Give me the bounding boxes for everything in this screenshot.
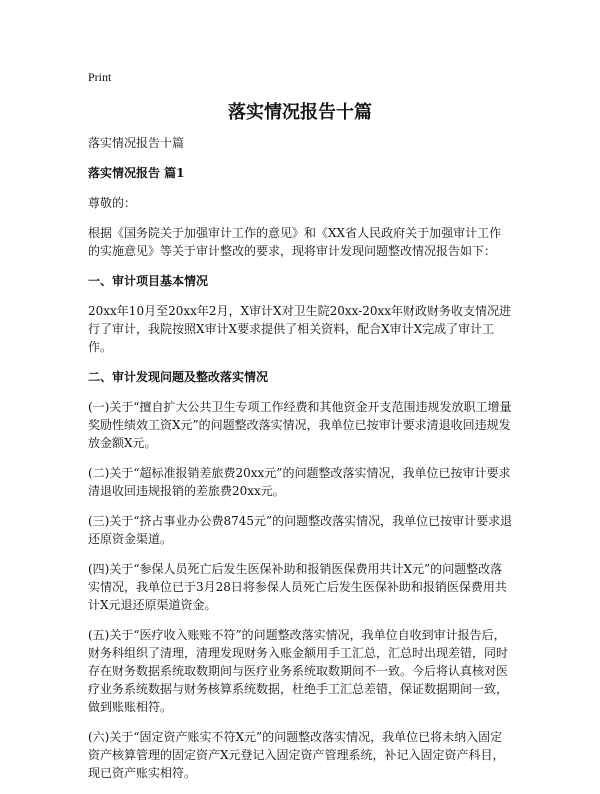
paragraph-item-2: (二)关于“超标准报销差旅费20xx元”的问题整改落实情况，我单位已按审计要求清退收回违规报销的差旅费20xx元。 — [88, 466, 511, 498]
paragraph-item-3: (三)关于“挤占事业办公费8745元”的问题整改落实情况，我单位已按审计要求退还原资金渠道。 — [88, 514, 513, 546]
paragraph-basic-info: 20xx年10月至20xx年2月，X审计X对卫生院20xx-20xx年财政财务收支情况进行了审计，我院按照X审计X要求提供了相关资料，配合X审计X完成了审计工作。 — [88, 304, 512, 354]
document-subtitle: 落实情况报告十篇 — [88, 136, 185, 150]
section-heading-rectification: 二、审计发现问题及整改落实情况 — [88, 370, 269, 384]
paragraph-item-5: (五)关于“医疗收入账账不符”的问题整改落实情况，我单位自收到审计报告后，财务科组织了清理，清理发现财务入账金额用手工汇总，汇总时出现差错，同时存在财务数据系统取数期间与医疗业务系统取数期间不一致。今后将认真核对医疗业务系统数据与财务核算系统数据，杜绝手工汇总差错，保证数据期间一致，做到账账相符。 — [88, 628, 509, 714]
paragraph-intro: 根据《国务院关于加强审计工作的意见》和《XX省人民政府关于加强审计工作的实施意见》等关于审计整改的要求，现将审计发现问题整改情况报告如下： — [88, 226, 502, 258]
section-heading-basic-info: 一、审计项目基本情况 — [88, 274, 209, 288]
paragraph-item-6: (六)关于“固定资产账实不符X元”的问题整改落实情况，我单位已将未纳入固定资产核算管理的固定资产X元登记入固定资产管理系统，补记入固定资产科目，现已资产账实相符。 — [88, 730, 505, 780]
print-label: Print — [88, 70, 112, 84]
document-title: 落实情况报告十篇 — [228, 102, 372, 123]
article-heading: 落实情况报告 篇1 — [88, 166, 185, 180]
salutation: 尊敬的： — [88, 196, 137, 210]
paragraph-item-1: (一)关于“擅自扩大公共卫生专项工作经费和其他资金开支范围违规发放职工增量奖励性绩效工资X元”的问题整改落实情况，我单位已按审计要求清退收回违规发放金额X元。 — [88, 400, 512, 450]
paragraph-item-4: (四)关于“参保人员死亡后发生医保补助和报销医保费用共计X元”的问题整改落实情况，我单位已于3月28日将参保人员死亡后发生医保补助和报销医保费用共计X元退还原渠道资金。 — [88, 562, 507, 612]
document-body — [88, 134, 513, 794]
